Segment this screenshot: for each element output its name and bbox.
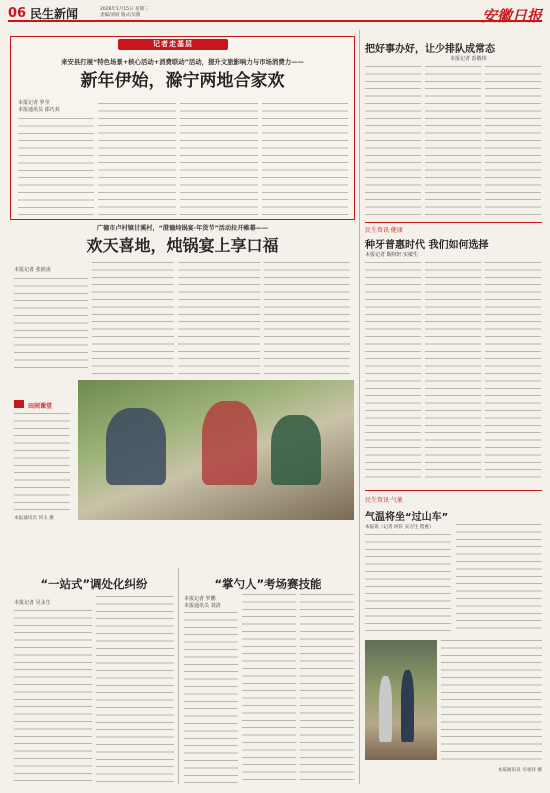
date-line: 2026年1月15日 星期三 [100, 7, 149, 12]
mediation-headline: “一站式”调处化纠纷 [40, 577, 148, 591]
right-photo-credit: 本报通讯员 司承祥 摄 [497, 768, 542, 773]
right-body-b1 [365, 262, 421, 482]
right-body-a2 [425, 66, 481, 216]
right-byline-3: 本报讯（记者 何轩 实习生 程惠） [365, 525, 434, 530]
field-classroom-label: 田间课堂 [28, 403, 53, 410]
mediation-body-col1 [14, 610, 92, 786]
photo-credit: 本报通讯员 何玉 摄 [14, 516, 54, 521]
lead-body-col3 [180, 103, 258, 216]
lead-body-col4 [262, 103, 348, 216]
right-headline-2: 种牙普惠时代 我们如何选择 [365, 240, 489, 251]
photo-story-right-body [441, 640, 542, 760]
chef-correspondent: 本报通讯员 刘清 [184, 603, 221, 609]
masthead-logo: 安徽日报 [481, 7, 542, 25]
chef-body-col3 [300, 594, 354, 786]
second-body-col2 [92, 262, 174, 374]
lead-tag: 记者走基层 [153, 40, 193, 48]
section-title: 民生新闻 [30, 7, 79, 21]
health-section-label: 民生资讯·健康 [365, 227, 403, 234]
date-block [100, 7, 180, 19]
mediation-byline: 本报记者 吴永生 [14, 600, 51, 606]
chef-body-col2 [242, 594, 296, 786]
right-byline-1: 本报记者 彭敬伟 [450, 56, 487, 62]
right-body-b3 [485, 262, 541, 482]
weather-section-label: 民生资讯·气象 [365, 497, 403, 504]
right-headline-3: 气温将坐“过山车” [365, 512, 449, 523]
lead-byline [18, 100, 88, 114]
lead-body-col2 [98, 103, 176, 216]
page-number: 06 [8, 6, 27, 21]
second-body-col4 [264, 262, 350, 374]
right-body-a3 [485, 66, 541, 216]
lead-body-col1 [18, 118, 94, 216]
bottom-divider [178, 568, 179, 784]
right-body-c1 [365, 534, 451, 634]
section-rule [365, 222, 542, 223]
right-byline-2: 本报记者 陶林轩 实敏生 [365, 252, 419, 258]
lead-reporter: 本报记者 罗莹 [18, 100, 50, 106]
lead-headline: 新年伊始，滁宁两地合家欢 [80, 71, 285, 91]
snow-photo [365, 640, 437, 760]
label-marker [14, 400, 24, 408]
right-body-c2 [456, 524, 542, 634]
second-body-col3 [178, 262, 260, 374]
column-divider [359, 30, 360, 784]
second-headline: 欢天喜地，炖锅宴上享口福 [86, 236, 279, 255]
lead-correspondent: 本报通讯员 邵巧双 [18, 107, 60, 113]
second-body-col1 [14, 278, 88, 374]
chef-byline [184, 596, 244, 610]
chef-body-col1 [184, 612, 238, 786]
editor-line: 责编/刘妍 版式/吴敬 [100, 13, 141, 18]
second-kicker: 广德市卢村镇甘溪村，“澄德炖锅宴·年货节”活动拉开帷幕—— [96, 225, 269, 232]
lead-kicker: 来安县打展“特色场景+核心活动+消费联动”活动，提升文旅影响力与市场消费力—— [61, 58, 304, 66]
photo-story-body [14, 413, 70, 511]
page-header [8, 6, 542, 25]
section-rule-2 [365, 490, 542, 491]
right-body-a1 [365, 66, 421, 216]
mediation-body-col2 [96, 596, 174, 786]
greenhouse-photo [78, 380, 354, 520]
chef-reporter: 本报记者 罗鹏 [184, 596, 216, 602]
second-byline: 本报记者 张嵌凌 [14, 267, 51, 273]
right-body-b2 [425, 262, 481, 482]
chef-headline: “掌勺人”考场赛技能 [214, 577, 322, 591]
right-headline-1: 把好事办好，让少排队成常态 [365, 44, 495, 55]
